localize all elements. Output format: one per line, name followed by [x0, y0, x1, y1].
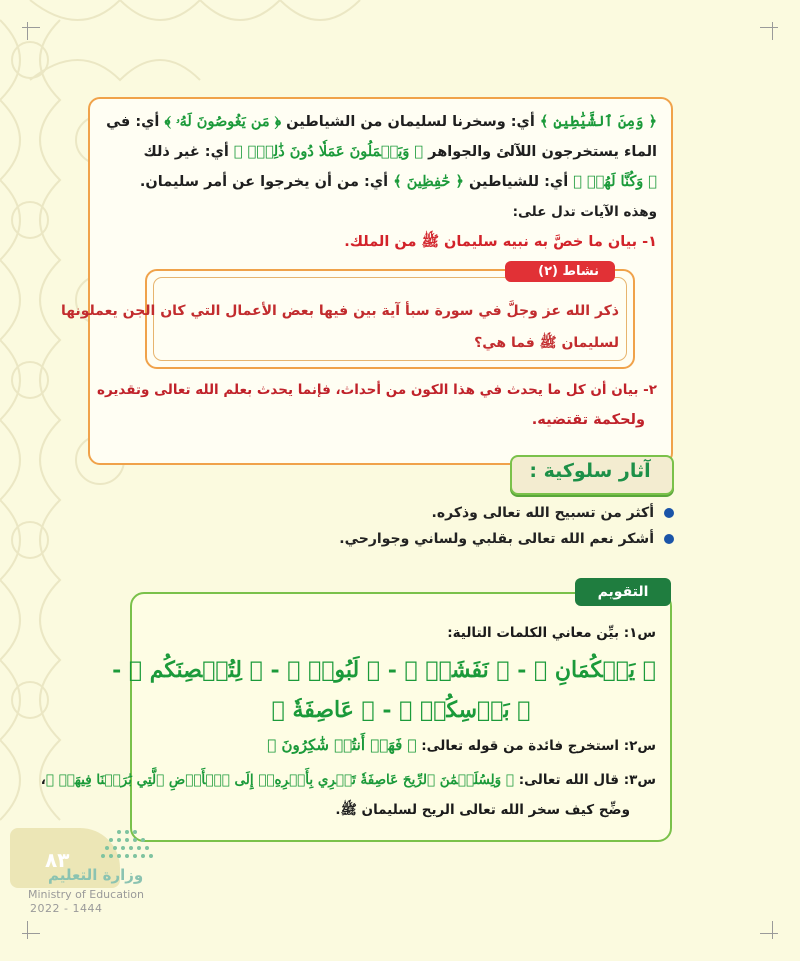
point-2-line-1: ٢- بيان أن كل ما يحدث في هذا الكون من أحداث، فإنما يحدث بعلم الله تعالى وتقديره	[96, 382, 657, 398]
explanation-line-2	[104, 137, 657, 167]
crop-mark	[22, 933, 40, 951]
list-item	[325, 526, 674, 552]
point-1: ١- بيان ما خصَّ به نبيه سليمان ﷺ من الملك.	[344, 234, 657, 250]
question-3	[40, 767, 656, 793]
explanation-text: أي: في	[106, 114, 160, 130]
evaluation-box	[40, 592, 672, 842]
behavioral-list	[325, 494, 674, 560]
explanation-text: أي: من أن يخرجوا عن أمر سليمان.	[139, 174, 389, 190]
crop-mark	[760, 933, 778, 951]
crop-mark	[760, 10, 778, 28]
question-2-text: س٢: استخرج فائدة من قوله تعالى:	[421, 738, 656, 754]
activity-line-1: ذكر الله عز وجلَّ في سورة سبأ آية بين فيها بعض الأعمال التي كان الجن يعملونها	[60, 303, 619, 319]
crop-mark	[22, 10, 40, 28]
ministry-logo-dots	[97, 826, 177, 866]
explanation-line-1	[104, 107, 657, 137]
behavioral-title: آثار سلوكية :	[529, 460, 651, 482]
evaluation-tab: التقويم	[575, 578, 671, 606]
words-line-2: ﴿ بَأۡسِكُمۡ ﴾ - ﴿ عَاصِفَةٗ ﴾	[271, 697, 531, 723]
quran-phrase: ﴿ وَمِنَ ٱلشَّيَٰطِينِ ﴾	[539, 113, 657, 130]
explanation-text: أي: للشياطين	[468, 174, 569, 190]
ministry-name-arabic: وزارة التعليم	[48, 866, 144, 884]
point-2	[96, 375, 657, 435]
bullet-icon	[664, 534, 674, 544]
list-item-text: أشكر نعم الله تعالى بقلبي ولساني وجوارحي.	[339, 531, 654, 547]
activity-text	[60, 295, 619, 359]
quran-phrase: ﴿ وَلِسُلَيۡمَٰنَ ٱلرِّيحَ عَاصِفَةٗ تَجۡرِي بِأَمۡرِهِۦٓ إِلَى ٱلۡأَرۡضِ ٱلَّتِي بَٰرَكۡنَا فِيهَاۚ ﴾	[45, 772, 514, 788]
point-2-line-2: ولحكمة تقتضيه.	[531, 412, 645, 428]
evaluation-content	[40, 594, 670, 840]
question-3-text: س٣: قال الله تعالى:	[518, 772, 656, 788]
bullet-icon	[664, 508, 674, 518]
question-2	[146, 732, 656, 759]
question-3-line-2: وضِّح كيف سخر الله تعالى الريح لسليمان ﷺ.	[335, 802, 630, 818]
quran-phrase: ﴿ حَٰفِظِينَ ﴾	[393, 173, 464, 190]
quran-phrase: ﴿ مَن يَغُوصُونَ لَهُۥ ﴾	[164, 113, 282, 130]
page-number: ٨٣	[45, 848, 70, 872]
list-item	[325, 500, 674, 526]
explanation-text: أي: غير ذلك	[143, 144, 229, 160]
activity-line-2: لسليمان ﷺ فما هي؟	[474, 335, 619, 351]
explanation-text: الماء يستخرجون اللآلئ والجواهر	[428, 144, 657, 160]
edition-year: 2022 - 1444	[30, 902, 103, 915]
quran-phrase: ﴿ فَهَلۡ أَنتُمۡ شَٰكِرُونَ ﴾	[267, 736, 417, 754]
explanation-line-3	[104, 167, 657, 197]
ministry-name-english: Ministry of Education	[28, 888, 145, 901]
activity-label: نشاط (٢)	[505, 261, 615, 282]
question-3-comma: ،	[40, 772, 46, 788]
indications-heading: وهذه الآيات تدل على:	[512, 204, 657, 220]
explanation-text: أي: وسخرنا لسليمان من الشياطين	[286, 114, 535, 130]
quran-phrase: ﴿ وَيَعۡمَلُونَ عَمَلٗا دُونَ ذَٰلِكَۖ ﴾	[233, 143, 424, 160]
question-1: س١: بيِّن معاني الكلمات التالية:	[447, 625, 656, 641]
words-line-1: ﴿ يَحۡكُمَانِ ﴾ - ﴿ نَفَشَتۡ ﴾ - ﴿ لَبُوسٖ ﴾ - ﴿ لِتُحۡصِنَكُم ﴾ -	[112, 657, 656, 683]
explanation-box	[60, 97, 673, 465]
quran-phrase: ﴿ وَكُنَّا لَهُمۡ ﴾	[573, 173, 657, 190]
list-item-text: أكثر من تسبيح الله تعالى وذكره.	[431, 505, 654, 521]
activity-box	[60, 264, 635, 369]
